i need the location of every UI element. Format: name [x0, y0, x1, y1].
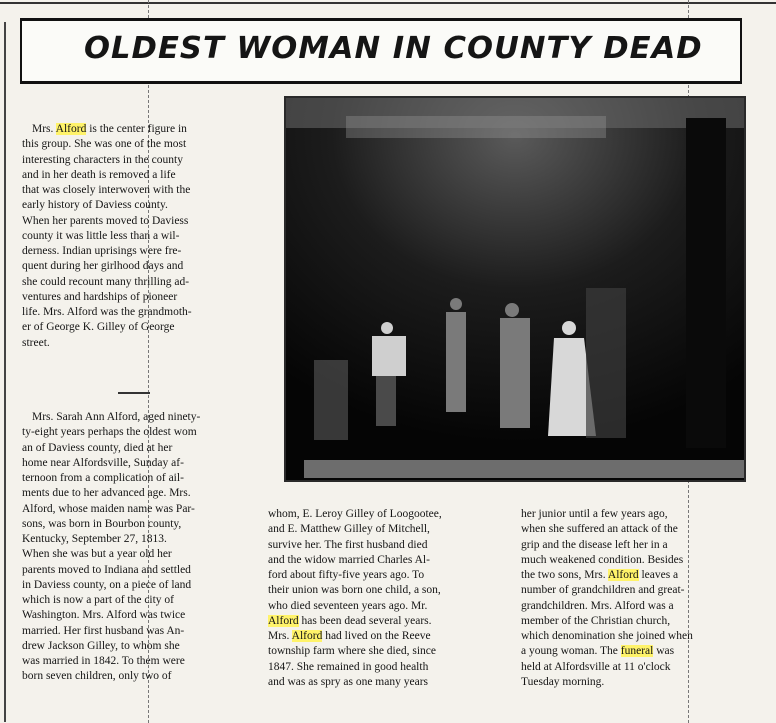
article-line: an of Daviess county, died at her [22, 441, 173, 454]
article-line: much weakened condition. Besides [521, 553, 684, 566]
caption-line: that was closely interwoven with the [22, 184, 191, 196]
headline-box [20, 18, 742, 84]
section-divider [118, 392, 150, 394]
highlighted-name: Alford [55, 123, 87, 135]
article-line: survive her. The first husband died [268, 538, 428, 551]
article-line: her junior until a few years ago, [521, 508, 668, 520]
caption-line: interesting characters in the county [22, 153, 183, 166]
highlighted-word: funeral [620, 645, 654, 658]
article-line: grip and the disease left her in a [521, 538, 668, 551]
photo-caption-column [22, 122, 254, 351]
caption-line: early history of Daviess county. [22, 199, 168, 212]
article-column-3 [521, 507, 775, 690]
article-line: ments due to her advanced age. Mrs. [22, 487, 191, 500]
article-column-1 [22, 410, 254, 685]
article-line: ford about fifty-five years ago. To [268, 569, 425, 581]
article-line: when she suffered an attack of the [521, 523, 678, 536]
article-text: had lived on the Reeve [322, 630, 431, 642]
article-text: Mrs. [268, 630, 292, 642]
article-line: which is now a part of the city of [22, 594, 175, 606]
caption-text: is the center figure in [86, 123, 187, 135]
article-line: their union was born one child, a son, [268, 584, 441, 597]
article-line: held at Alfordsville at 11 o'clock [521, 660, 671, 673]
article-line: and the widow married Charles Al- [268, 553, 430, 566]
article-line: grandchildren. Mrs. Alford was a [521, 599, 674, 612]
highlighted-name: Alford [291, 630, 323, 642]
article-line: which denomination she joined when [521, 630, 693, 642]
article-text: the two sons, Mrs. [521, 569, 608, 581]
caption-line: she could recount many thrilling ad- [22, 275, 190, 288]
caption-line: derness. Indian uprisings were fre- [22, 245, 182, 257]
article-line: Washington. Mrs. Alford was twice [22, 609, 186, 622]
highlighted-name: Alford [607, 569, 639, 581]
article-text: leaves a [638, 569, 679, 581]
article-line: drew Jackson Gilley, to whom she [22, 639, 180, 652]
caption-line: county it was little less than a wil- [22, 229, 180, 242]
headline: OLDEST WOMAN IN COUNTY DEAD [84, 31, 703, 66]
highlighted-name: Alford [268, 614, 299, 627]
article-line: 1847. She remained in good health [268, 660, 429, 673]
article-line: Alford, whose maiden name was Par- [22, 502, 195, 515]
article-line: When she was but a year old her [22, 548, 172, 561]
group-photograph [284, 96, 746, 482]
article-line: home near Alfordsville, Sunday af- [22, 456, 184, 469]
article-column-2 [268, 507, 518, 690]
article-text: has been dead several years. [298, 614, 432, 627]
article-line: whom, E. Leroy Gilley of Loogootee, [268, 508, 442, 520]
article-line: Tuesday morning. [521, 675, 605, 688]
article-line: ty-eight years perhaps the oldest wom [22, 426, 197, 439]
article-text: was [653, 645, 675, 658]
article-line: township farm where she died, since [268, 645, 436, 658]
article-line: married. Her first husband was An- [22, 624, 185, 637]
article-line: and E. Matthew Gilley of Mitchell, [268, 523, 430, 536]
article-line: born seven children, only two of [22, 670, 172, 683]
article-line: sons, was born in Bourbon county, [22, 517, 182, 530]
caption-line: life. Mrs. Alford was the grandmoth- [22, 306, 192, 318]
caption-line: er of George K. Gilley of George [22, 321, 175, 334]
article-text: a young woman. The [521, 645, 621, 658]
article-line: ternoon from a complication of ail- [22, 472, 184, 484]
article-line: and was as spry as one many years [268, 675, 428, 688]
caption-line: this group. She was one of the most [22, 138, 187, 151]
article-line: parents moved to Indiana and settled [22, 563, 191, 576]
top-border-rule [0, 2, 776, 4]
caption-line: When her parents moved to Daviess [22, 214, 189, 227]
article-line: was married in 1842. To them were [22, 655, 185, 667]
article-line: Mrs. Sarah Ann Alford, aged ninety- [32, 411, 201, 423]
article-line: member of the Christian church, [521, 614, 671, 627]
article-line: Kentucky, September 27, 1813. [22, 533, 167, 545]
caption-line: and in her death is removed a life [22, 168, 176, 181]
caption-line: ventures and hardships of pioneer [22, 290, 178, 303]
article-line: in Daviess county, on a piece of land [22, 578, 192, 591]
article-line: number of grandchildren and great- [521, 584, 685, 597]
caption-line: street. [22, 336, 50, 349]
photo-image [286, 98, 744, 480]
caption-line: quent during her girlhood days and [22, 260, 184, 273]
article-line: who died seventeen years ago. Mr. [268, 599, 428, 612]
left-border-rule [4, 22, 6, 722]
caption-text: Mrs. [32, 123, 56, 135]
